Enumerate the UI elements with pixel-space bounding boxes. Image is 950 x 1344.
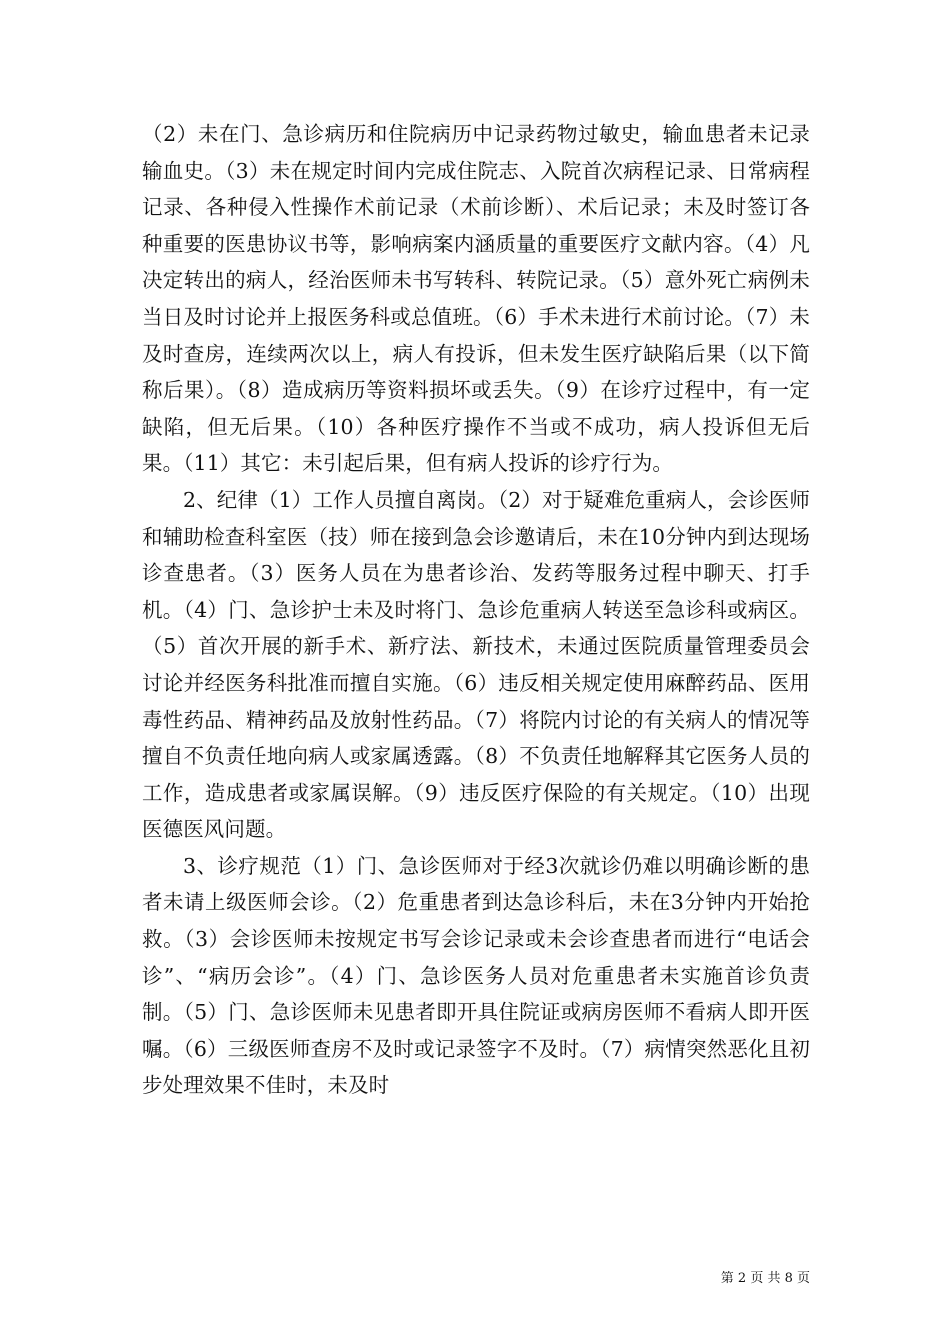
paragraph-diagnosis-norms: 3、诊疗规范（1）门、急诊医师对于经3次就诊仍难以明确诊断的患者未请上级医师会诊。（2）危重患者到达急诊科后，未在3分钟内开始抢救。（3）会诊医师未按规定书写会诊记录或未会诊查患者而进行“电话会诊”、“病历会诊”。（4）门、急诊医务人员对危重患者未实施首诊负责制。（5）门、急诊医师未见患者即开具住院证或病房医师不看病人即开医嘱。（6）三级医师查房不及时或记录签字不及时。（7）病情突然恶化且初步处理效果不佳时，未及时 [142, 853, 810, 1098]
paragraph-continuation: （2）未在门、急诊病历和住院病历中记录药物过敏史，输血患者未记录输血史。（3）未在规定时间内完成住院志、入院首次病程记录、日常病程记录、各种侵入性操作术前记录（术前诊断）、术后记录；未及时签订各种重要的医患协议书等，影响病案内涵质量的重要医疗文献内容。（4）凡决定转出的病人，经治医师未书写转科、转院记录。（5）意外死亡病例未当日及时讨论并上报医务科或总值班。（6）手术未进行术前讨论。（7）未及时查房，连续两次以上，病人有投诉，但未发生医疗缺陷后果（以下简称后果）。（8）造成病历等资料损坏或丢失。（9）在诊疗过程中，有一定缺陷，但无后果。（10）各种医疗操作不当或不成功，病人投诉但无后果。（11）其它：未引起后果，但有病人投诉的诊疗行为。 [142, 122, 810, 476]
paragraph-discipline: 2、纪律（1）工作人员擅自离岗。（2）对于疑难危重病人，会诊医师和辅助检查科室医（技）师在接到急会诊邀请后，未在10分钟内到达现场诊查患者。（3）医务人员在为患者诊治、发药等服务过程中聊天、打手机。（4）门、急诊护士未及时将门、急诊危重病人转送至急诊科或病区。（5）首次开展的新手术、新疗法、新技术，未通过医院质量管理委员会讨论并经医务科批准而擅自实施。（6）违反相关规定使用麻醉药品、医用毒性药品、精神药品及放射性药品。（7）将院内讨论的有关病人的情况等擅自不负责任地向病人或家属透露。（8）不负责任地解释其它医务人员的工作，造成患者或家属误解。（9）违反医疗保险的有关规定。（10）出现医德医风问题。 [142, 487, 810, 842]
document-body [142, 116, 810, 1104]
page-number-footer: 第 2 页 共 8 页 [720, 1271, 810, 1286]
